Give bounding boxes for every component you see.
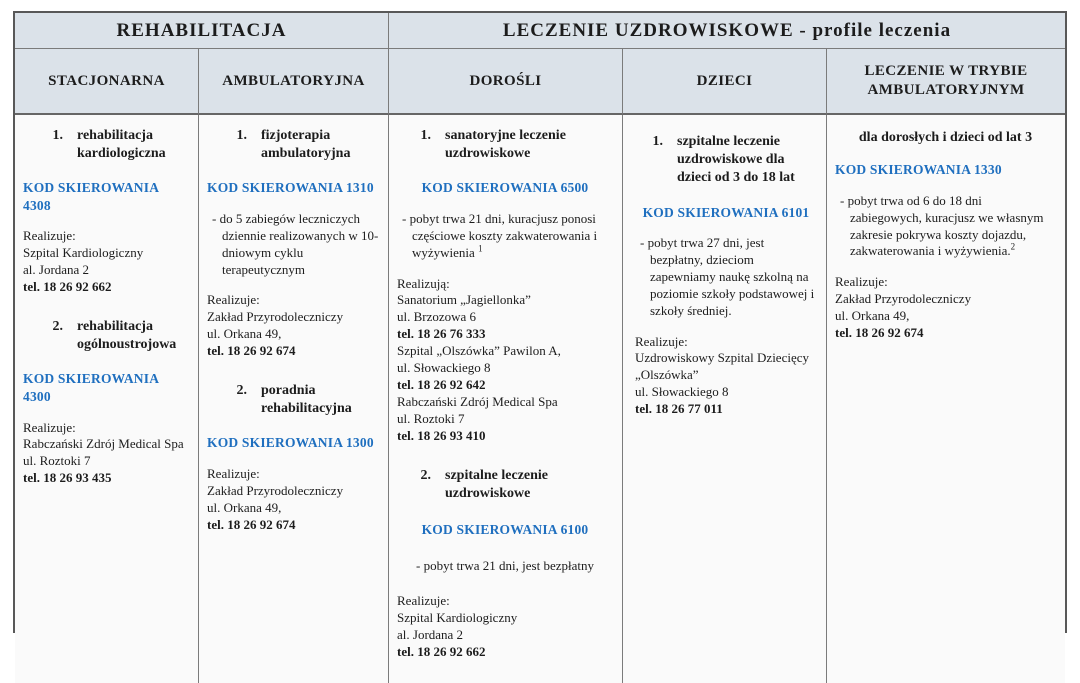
referral-code: KOD SKIEROWANIA 1300 xyxy=(207,435,374,451)
item-number: 2. xyxy=(420,467,431,483)
realizuje-label: Realizuje: xyxy=(835,274,888,290)
provider-address: ul. Orkana 49, xyxy=(835,308,910,324)
group-header-leczenie-uzdrowiskowe-label: LECZENIE UZDROWISKOWE - profile leczenia xyxy=(502,19,952,41)
item-title: poradnia rehabilitacyjna xyxy=(261,383,352,417)
provider-phone: tel. 18 26 92 662 xyxy=(23,279,112,295)
column-header-dorosli xyxy=(389,49,623,115)
provider-name: Uzdrowiskowy Szpital Dziecięcy xyxy=(635,350,810,366)
provider-phone: tel. 18 26 93 435 xyxy=(23,470,112,486)
provider-block xyxy=(23,420,189,488)
referral-code: KOD SKIEROWANIA 4300 xyxy=(23,371,159,404)
provider-address: ul. Orkana 49, xyxy=(207,326,282,342)
item-heading xyxy=(397,127,613,163)
item-heading xyxy=(23,127,189,163)
item-number: 1. xyxy=(236,128,247,143)
cell-dorosli xyxy=(389,115,623,683)
column-header-dorosli-label: DOROŚLI xyxy=(469,72,542,89)
cell-dzieci xyxy=(623,115,827,683)
realizuje-label: Realizują: xyxy=(397,275,450,291)
item-note: - do 5 zabiegów leczniczych dziennie realizowanych w 10-dniowym cyklu terapeutycznym xyxy=(212,210,379,277)
group-header-leczenie-uzdrowiskowe xyxy=(389,13,1065,49)
provider-phone: tel. 18 26 92 642 xyxy=(397,376,486,392)
provider-address: ul. Słowackiego 8 xyxy=(397,360,491,376)
item-number: 1. xyxy=(652,134,663,149)
provider-address: ul. Orkana 49, xyxy=(207,499,282,515)
item-note: - pobyt trwa 27 dni, jest bezpłatny, dzieciom zapewniamy naukę szkolną na poziomie szkoły podstawowej i szkoły średniej. xyxy=(640,235,815,318)
referral-code: KOD SKIEROWANIA 6101 xyxy=(642,204,810,220)
provider-block xyxy=(397,593,613,661)
realizuje-label: Realizuje: xyxy=(635,333,688,349)
provider-name: Szpital Kardiologiczny xyxy=(397,610,518,626)
provider-phone: tel. 18 26 92 674 xyxy=(835,324,924,340)
provider-name: Sanatorium „Jagiellonka” xyxy=(397,292,531,308)
column-header-leczenie-ambulatoryjne-label: LECZENIE W TRYBIE AMBULATORYJNYM xyxy=(864,63,1028,98)
column-header-ambulatoryjna-label: AMBULATORYJNA xyxy=(222,72,365,89)
provider-phone: tel. 18 26 77 011 xyxy=(635,401,723,417)
realizuje-label: Realizuje: xyxy=(207,292,260,308)
item-heading xyxy=(23,318,189,354)
item-note xyxy=(835,193,1056,261)
provider-phone: tel. 18 26 92 674 xyxy=(207,516,296,532)
provider-block xyxy=(23,228,189,296)
provider-phone: tel. 18 26 93 410 xyxy=(397,427,486,443)
referral-code: KOD SKIEROWANIA 1330 xyxy=(835,162,1002,178)
treatment-profiles-table xyxy=(13,11,1067,659)
item-title: fizjoterapia ambulatoryjna xyxy=(261,128,351,162)
item-note-text: - pobyt trwa 21 dni, kuracjusz ponosi częściowe koszty zakwaterowania i wyżywienia xyxy=(402,210,598,260)
provider-name: Zakład Przyrodoleczniczy xyxy=(207,482,344,498)
provider-phone: tel. 18 26 92 674 xyxy=(207,343,296,359)
referral-code: KOD SKIEROWANIA 6100 xyxy=(421,521,589,537)
column-header-dzieci-label: DZIECI xyxy=(696,72,753,89)
provider-address: al. Jordana 2 xyxy=(397,627,464,643)
column-header-stacjonarna-label: STACJONARNA xyxy=(48,72,165,89)
item-title: rehabilitacja kardiologiczna xyxy=(77,128,166,162)
item-title: rehabilitacja ogólnoustrojowa xyxy=(77,319,177,353)
realizuje-label: Realizuje: xyxy=(207,465,260,481)
referral-code: KOD SKIEROWANIA 6500 xyxy=(421,180,589,196)
item-title: sanatoryjne leczenie uzdrowiskowe xyxy=(445,128,566,162)
column-header-ambulatoryjna xyxy=(199,49,389,115)
column-header-stacjonarna xyxy=(15,49,199,115)
provider-block xyxy=(207,292,379,360)
item-heading xyxy=(207,382,379,418)
provider-address: ul. Słowackiego 8 xyxy=(635,384,729,400)
provider-name: Rabczański Zdrój Medical Spa xyxy=(397,393,558,409)
item-title: szpitalne leczenie uzdrowiskowe xyxy=(445,467,549,501)
item-title: dla dorosłych i dzieci od lat 3 xyxy=(858,130,1033,145)
cell-stacjonarna xyxy=(15,115,199,683)
provider-address: ul. Brzozowa 6 xyxy=(397,309,477,325)
cell-tryb-ambulatoryjny xyxy=(827,115,1065,683)
provider-phone: tel. 18 26 92 662 xyxy=(397,643,486,659)
item-number: 1. xyxy=(420,128,431,143)
provider-name: Zakład Przyrodoleczniczy xyxy=(835,291,972,307)
provider-name: Szpital „Olszówka” Pawilon A, xyxy=(397,343,561,359)
referral-code: KOD SKIEROWANIA 4308 xyxy=(23,180,159,213)
provider-name: Rabczański Zdrój Medical Spa xyxy=(23,436,184,452)
item-note xyxy=(397,211,613,262)
referral-code: KOD SKIEROWANIA 1310 xyxy=(207,180,374,196)
provider-address: ul. Roztoki 7 xyxy=(23,453,91,469)
item-note: - pobyt trwa 21 dni, jest bezpłatny xyxy=(416,558,594,574)
footnote-marker: 2 xyxy=(1010,242,1016,253)
cell-ambulatoryjna xyxy=(199,115,389,683)
item-heading xyxy=(207,127,379,163)
group-header-rehabilitacja-label: REHABILITACJA xyxy=(116,19,287,41)
item-note-text: - pobyt trwa od 6 do 18 dni zabiegowych, kuracjusz we własnym zakresie pokrywa koszty dojazdu, zakwaterowania i wyżywienia. xyxy=(840,192,1044,259)
group-header-rehabilitacja xyxy=(15,13,389,49)
provider-address: al. Jordana 2 xyxy=(23,262,90,278)
item-heading xyxy=(635,133,817,188)
provider-address: ul. Roztoki 7 xyxy=(397,410,465,426)
item-number: 2. xyxy=(236,383,247,399)
realizuje-label: Realizuje: xyxy=(23,228,76,244)
provider-block xyxy=(207,466,379,534)
item-number: 2. xyxy=(52,319,63,335)
provider-block xyxy=(635,334,817,418)
column-header-leczenie-ambulatoryjne xyxy=(827,49,1065,115)
realizuje-label: Realizuje: xyxy=(23,419,76,435)
provider-phone: tel. 18 26 76 333 xyxy=(397,326,486,342)
column-header-dzieci xyxy=(623,49,827,115)
provider-name: Szpital Kardiologiczny xyxy=(23,245,144,261)
item-title: szpitalne leczenie uzdrowiskowe dla dzieci od 3 do 18 lat xyxy=(677,134,795,186)
provider-block xyxy=(397,276,613,445)
item-heading xyxy=(397,467,613,503)
item-number: 1. xyxy=(52,128,63,143)
provider-block xyxy=(835,274,1056,342)
realizuje-label: Realizuje: xyxy=(397,593,450,609)
provider-name-quoted: „Olszówka” xyxy=(635,367,699,383)
provider-name: Zakład Przyrodoleczniczy xyxy=(207,309,344,325)
footnote-marker: 1 xyxy=(478,243,483,254)
